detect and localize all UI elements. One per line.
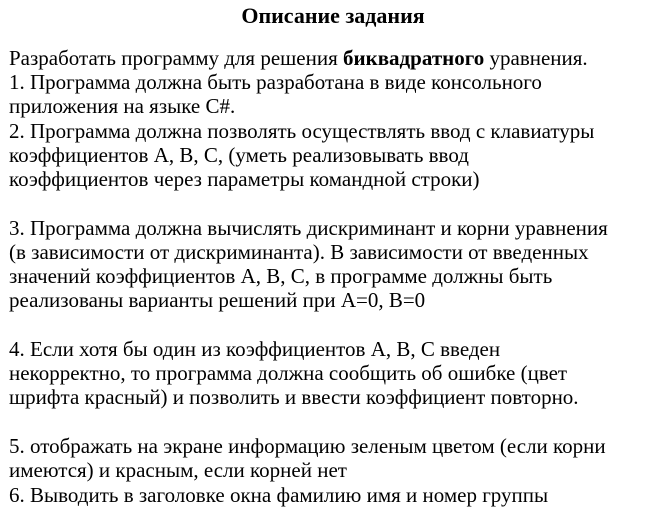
intro-text-before: Разработать программу для решения: [9, 46, 344, 70]
paragraph-gap: [9, 410, 664, 435]
requirement-item-6: [9, 483, 664, 507]
requirement-2-line-3: коэффициентов через параметры командной строки): [9, 167, 480, 192]
requirement-5-line-1: 5. отображать на экране информацию зеленым цветом (если корни: [9, 434, 606, 459]
requirement-item-1: [9, 70, 664, 118]
requirement-item-5: [9, 434, 664, 482]
paragraph-gap: [9, 313, 664, 338]
requirement-2-line-1: 2. Программа должна позволять осуществлять ввод с клавиатуры: [9, 118, 595, 143]
document-title: Описание задания: [241, 3, 425, 28]
intro-bold-word: биквадратного: [343, 46, 485, 70]
requirement-1-line-2: приложения на языке C#.: [9, 94, 236, 119]
requirement-1-line-1: 1. Программа должна быть разработана в виде консольного: [9, 70, 542, 95]
intro-text-after: уравнения.: [484, 46, 588, 70]
requirement-6-line-1: 6. Выводить в заголовке окна фамилию имя и номер группы: [9, 482, 549, 507]
requirement-item-3: [9, 216, 664, 313]
requirement-3-line-3: значений коэффициентов А, В, С, в программе должны быть: [9, 264, 553, 289]
paragraph-gap: [9, 191, 664, 216]
requirement-4-line-2: некорректно, то программа должна сообщить об ошибке (цвет: [9, 361, 568, 386]
requirement-4-line-1: 4. Если хотя бы один из коэффициентов А, В, С введен: [9, 337, 501, 362]
requirement-3-line-1: 3. Программа должна вычислять дискриминант и корни уравнения: [9, 215, 608, 240]
requirement-2-line-2: коэффициентов А, В, С, (уметь реализовывать ввод: [9, 142, 469, 167]
requirement-item-4: [9, 337, 664, 410]
requirement-4-line-3: шрифта красный) и позволить и ввести коэффициент повторно.: [9, 385, 579, 410]
intro-paragraph: [9, 46, 664, 70]
requirement-3-line-2: (в зависимости от дискриминанта). В зависимости от введенных: [9, 239, 589, 264]
requirement-3-line-4: реализованы варианты решений при А=0, В=0: [9, 288, 426, 313]
document-body: [9, 46, 664, 507]
requirement-item-2: [9, 119, 664, 192]
requirement-5-line-2: имеются) и красным, если корней нет: [9, 458, 347, 483]
